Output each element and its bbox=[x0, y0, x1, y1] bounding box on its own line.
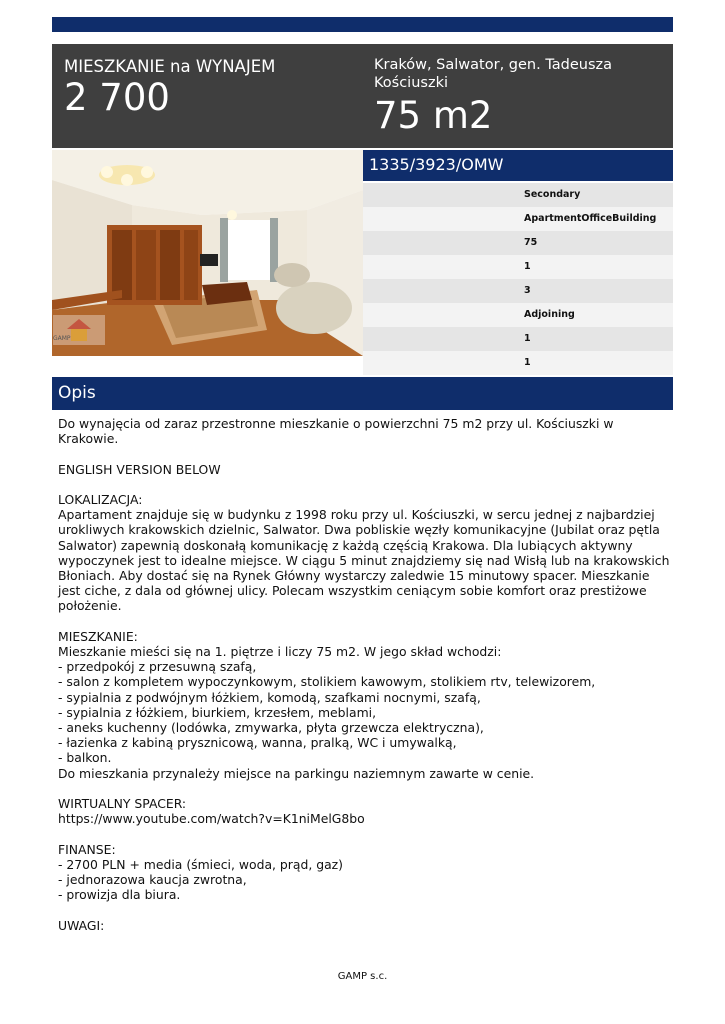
description-line: Salwator) zapewnią doskonałą komunikację z każdą częścią Krakowa. Dla lubiących aktywny bbox=[58, 537, 633, 553]
description-line: - łazienka z kabiną prysznicową, wanna, pralką, WC i umywalką, bbox=[58, 735, 457, 751]
price: 2 700 bbox=[64, 76, 170, 119]
description-line: urokliwych krakowskich dzielnic, Salwator. Dwa pobliskie węzły komunikacyjne (Jubilat oraz pętla bbox=[58, 522, 660, 538]
param-value: Secondary bbox=[524, 189, 581, 200]
paragraph-gap bbox=[58, 614, 658, 629]
description-line: Błoniach. Aby dostać się na Rynek Główny wystarczy zaledwie 15 minutowy spacer. Mieszkanie bbox=[58, 568, 650, 583]
description-line: - aneks kuchenny (lodówka, zmywarka, płyta grzewcza elektryczna), bbox=[58, 720, 484, 736]
description-line: MIESZKANIE: bbox=[58, 628, 138, 644]
reference-bar bbox=[363, 150, 673, 181]
param-row bbox=[363, 255, 673, 279]
description-line: - sypialnia z łóżkiem, biurkiem, krzesłem, meblami, bbox=[58, 704, 377, 720]
param-row bbox=[363, 183, 673, 207]
param-row bbox=[363, 303, 673, 327]
description-line: LOKALIZACJA: bbox=[58, 491, 143, 507]
location: Kraków, Salwator, gen. Tadeusza Kościuszki bbox=[374, 57, 613, 91]
description-line: wypoczynek jest to idealne miejsce. W ciągu 5 minut znajdziemy się nad Wisłą lub na krakowskich bbox=[58, 552, 670, 568]
param-value: 1 bbox=[524, 333, 531, 344]
description-line: - jednorazowa kaucja zwrotna, bbox=[58, 872, 247, 888]
param-value: 3 bbox=[524, 285, 531, 296]
description-line: FINANSE: bbox=[58, 841, 116, 857]
description-line: - przedpokój z przesuwną szafą, bbox=[58, 659, 257, 675]
description-section-header bbox=[52, 377, 673, 410]
footer-company: GAMP s.c. bbox=[337, 971, 388, 982]
description-line: - balkon. bbox=[58, 750, 112, 766]
paragraph-gap bbox=[58, 477, 658, 492]
description-line: - salon z kompletem wypoczynkowym, stolikiem kawowym, stolikiem rtv, telewizorem, bbox=[58, 674, 596, 690]
paragraph-gap bbox=[58, 781, 658, 796]
paragraph-gap bbox=[58, 826, 658, 841]
listing-header bbox=[52, 44, 673, 148]
description-line: jest ciche, z dala od głównej ulicy. Polecam wszystkim ceniącym sobie komfort oraz prestiżowe bbox=[58, 583, 647, 599]
header-right bbox=[374, 56, 664, 138]
description-line: Mieszkanie mieści się na 1. piętrze i liczy 75 m2. W jego skład wchodzi: bbox=[58, 644, 502, 659]
description-line: UWAGI: bbox=[58, 917, 105, 933]
offer-type: MIESZKANIE na WYNAJEM bbox=[64, 57, 276, 76]
paragraph-gap bbox=[58, 446, 658, 461]
description-line: Krakowie. bbox=[58, 431, 119, 447]
photo-watermark-text: GAMP bbox=[53, 335, 71, 342]
description-line: ENGLISH VERSION BELOW bbox=[58, 461, 221, 477]
top-accent-bar bbox=[52, 17, 673, 32]
description-line: Do mieszkania przynależy miejsce na parkingu naziemnym zawarte w cenie. bbox=[58, 765, 535, 781]
description-line: Apartament znajduje się w budynku z 1998 roku przy ul. Kościuszki, w sercu jednej z najbardziej bbox=[58, 507, 655, 523]
header-left bbox=[64, 56, 354, 120]
param-value: Adjoining bbox=[524, 309, 575, 320]
param-row bbox=[363, 327, 673, 351]
parameter-list bbox=[363, 183, 673, 375]
description-line: - sypialnia z podwójnym łóżkiem, komodą, szafkami nocnymi, szafą, bbox=[58, 689, 481, 705]
description-line: Do wynajęcia od zaraz przestronne mieszkanie o powierzchni 75 m2 przy ul. Kościuszki w bbox=[58, 416, 614, 431]
param-value: 75 bbox=[524, 237, 538, 248]
param-row bbox=[363, 231, 673, 255]
description-line: https://www.youtube.com/watch?v=K1niMelG8bo bbox=[58, 811, 365, 827]
description-line: - prowizja dla biura. bbox=[58, 887, 181, 903]
param-row bbox=[363, 351, 673, 375]
description-line: WIRTUALNY SPACER: bbox=[58, 796, 187, 812]
reference-number: 1335/3923/OMW bbox=[369, 155, 504, 174]
param-row bbox=[363, 279, 673, 303]
param-value: 1 bbox=[524, 261, 531, 272]
param-value: ApartmentOfficeBuilding bbox=[524, 213, 657, 224]
description-line: - 2700 PLN + media (śmieci, woda, prąd, gaz) bbox=[58, 856, 344, 872]
paragraph-gap bbox=[58, 902, 658, 917]
description-line: położenie. bbox=[58, 598, 122, 614]
param-row bbox=[363, 207, 673, 231]
section-title: Opis bbox=[58, 383, 96, 403]
apartment-photo bbox=[52, 150, 363, 356]
area: 75 m2 bbox=[374, 94, 493, 137]
description-body bbox=[58, 416, 670, 933]
param-value: 1 bbox=[524, 357, 531, 368]
